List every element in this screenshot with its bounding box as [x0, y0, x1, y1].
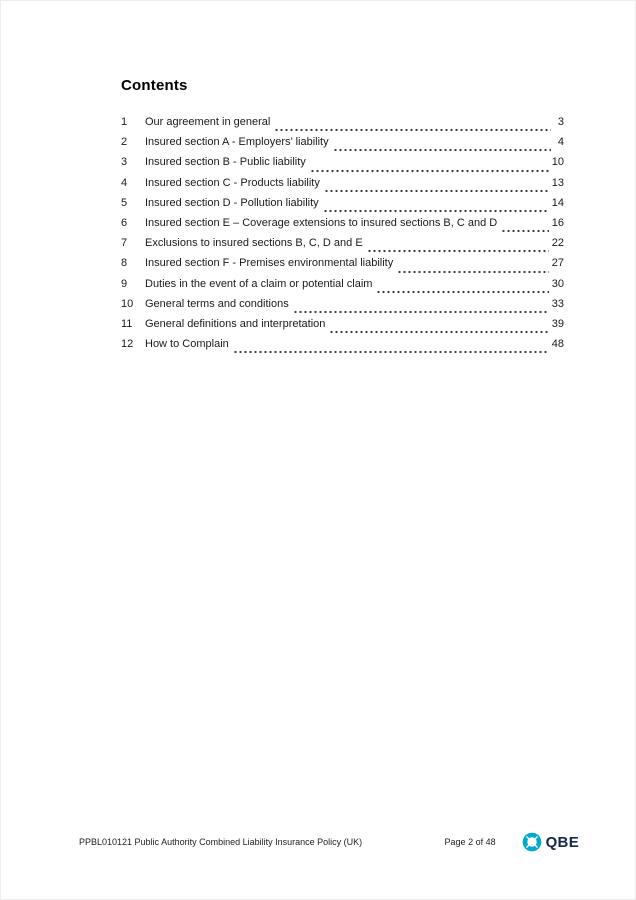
qbe-logo — [522, 832, 579, 852]
toc-entry-number: 5 — [121, 196, 128, 209]
toc-entry-label: Insured section B - Public liability — [145, 156, 306, 169]
toc-leader-dots — [324, 177, 549, 197]
toc-entry-number: 1 — [121, 116, 128, 128]
toc-entry-page: 48 — [551, 338, 564, 351]
toc-entry-number: 12 — [121, 338, 134, 351]
toc-entry-number: 11 — [121, 317, 133, 330]
toc-entry — [121, 237, 564, 257]
toc-entry-number: 9 — [121, 277, 128, 290]
toc-leader-dots — [293, 298, 549, 318]
toc-entry — [121, 278, 564, 298]
toc-leader-dots — [233, 338, 549, 358]
toc-leader-dots — [274, 116, 551, 136]
toc-leader-dots — [329, 318, 548, 338]
qbe-logo-text: QBE — [545, 833, 579, 851]
toc-entry-page: 39 — [551, 317, 564, 330]
footer-right-group — [445, 832, 579, 852]
toc-entry-label: Insured section D - Pollution liability — [145, 196, 319, 209]
toc-entry-page: 16 — [551, 216, 564, 229]
toc-leader-dots — [376, 278, 548, 298]
toc-entry-label: Insured section C - Products liability — [145, 176, 320, 189]
toc-entry — [121, 156, 564, 176]
toc-entry-label: Our agreement in general — [145, 116, 271, 128]
qbe-logo-icon — [522, 832, 542, 852]
toc-entry-number: 10 — [121, 297, 134, 310]
toc-entry-number: 7 — [121, 237, 128, 250]
toc-entry-label: Exclusions to insured sections B, C, D and E — [145, 237, 363, 250]
toc-entry — [121, 338, 564, 358]
toc-entry-number: 4 — [121, 176, 128, 189]
footer-page-indicator: Page 2 of 48 — [444, 837, 496, 847]
toc-entry-page: 13 — [551, 176, 564, 189]
contents-heading: Contents — [121, 77, 188, 94]
toc-leader-dots — [310, 156, 549, 176]
toc-entry-page: 3 — [557, 116, 564, 128]
toc-entry — [121, 217, 564, 237]
page-content — [121, 77, 564, 358]
toc-leader-dots — [501, 217, 549, 237]
toc-entry-label: Duties in the event of a claim or potential claim — [145, 277, 373, 290]
table-of-contents — [121, 116, 564, 358]
toc-entry — [121, 116, 564, 136]
toc-entry-page: 10 — [551, 156, 564, 169]
toc-leader-dots — [367, 237, 549, 257]
toc-entry — [121, 318, 564, 338]
toc-entry-number: 2 — [121, 136, 128, 149]
toc-leader-dots — [333, 136, 551, 156]
toc-entry — [121, 177, 564, 197]
toc-entry — [121, 197, 564, 217]
toc-entry-page: 14 — [551, 196, 564, 209]
toc-entry-label: General terms and conditions — [145, 297, 289, 310]
toc-entry — [121, 136, 564, 156]
toc-entry-number: 3 — [121, 156, 128, 169]
toc-entry-page: 30 — [551, 277, 564, 290]
toc-entry — [121, 257, 564, 277]
toc-entry-page: 4 — [557, 136, 564, 149]
toc-entry-label: Insured section E – Coverage extensions to insured sections B, C and D — [145, 216, 498, 229]
toc-entry-label: Insured section F - Premises environmental liability — [145, 257, 394, 270]
footer-document-reference: PPBL010121 Public Authority Combined Liability Insurance Policy (UK) — [79, 837, 363, 847]
toc-entry-label: Insured section A - Employers’ liability — [145, 136, 329, 149]
toc-entry-number: 8 — [121, 257, 128, 270]
toc-entry-page: 27 — [551, 257, 564, 270]
page-footer — [79, 832, 579, 852]
toc-entry — [121, 298, 564, 318]
toc-entry-page: 22 — [551, 237, 564, 250]
toc-entry-page: 33 — [551, 297, 564, 310]
toc-leader-dots — [323, 197, 549, 217]
toc-leader-dots — [397, 257, 549, 277]
toc-entry-number: 6 — [121, 216, 128, 229]
toc-entry-label: How to Complain — [145, 338, 229, 351]
toc-entry-label: General definitions and interpretation — [145, 317, 326, 330]
